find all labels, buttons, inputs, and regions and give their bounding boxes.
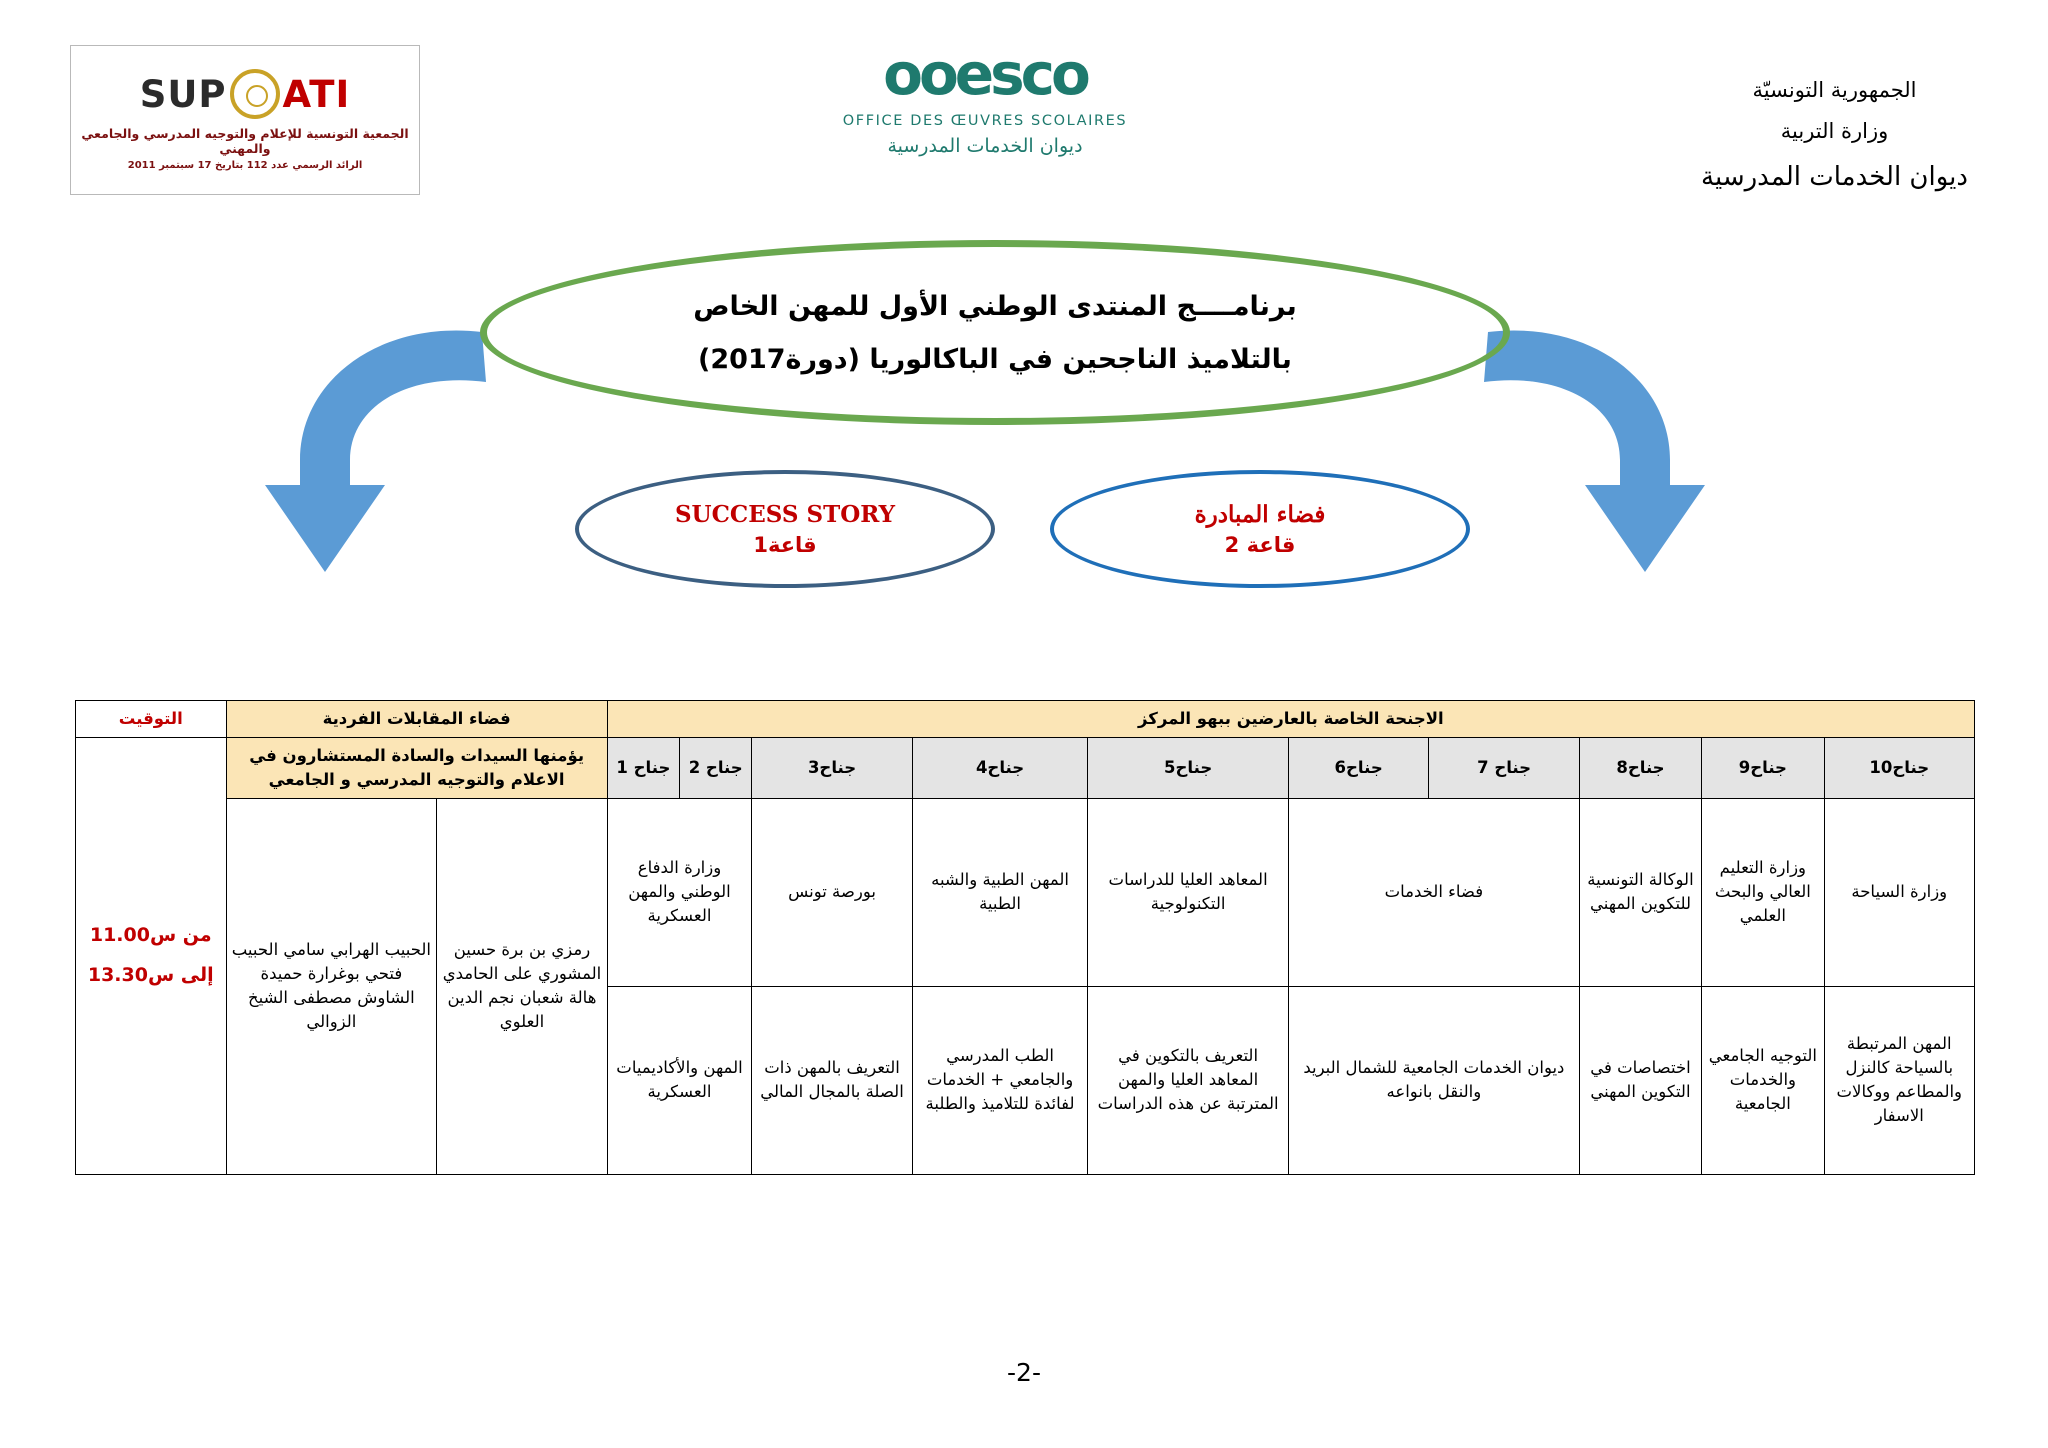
ministry-heading xyxy=(1701,70,1968,203)
arrow-left-icon xyxy=(260,310,490,580)
cell-interview-names-a: رمزي بن برة حسين المشوري على الحامدي هالة شعبان نجم الدين العلوي xyxy=(437,798,608,1174)
main-title-line2: بالتلاميذ الناجحين في الباكالوريا (دورة2017) xyxy=(698,343,1292,375)
success-story-room: قاعة1 xyxy=(753,533,817,557)
cell-wing10-bottom: المهن المرتبطة بالسياحة كالنزل والمطاعم ووكالات الاسفار xyxy=(1824,986,1974,1174)
wing-header-3: جناح3 xyxy=(752,737,912,798)
cell-wing4-top: المهن الطبية والشبه الطبية xyxy=(912,798,1088,986)
program-table-container xyxy=(75,700,1975,1175)
atiosup-name-dark: SUP xyxy=(139,72,227,116)
timing-header: التوقيت xyxy=(76,701,227,738)
wing-header-8: جناح8 xyxy=(1579,737,1701,798)
wing-header-1: جناح 1 xyxy=(607,737,679,798)
ring-logo-icon xyxy=(230,69,280,119)
cell-wing7-6-top: فضاء الخدمات xyxy=(1288,798,1579,986)
table-row xyxy=(76,798,1975,986)
wing-header-5: جناح5 xyxy=(1088,737,1289,798)
wing-header-6: جناح6 xyxy=(1288,737,1428,798)
cell-wing2-1-top: وزارة الدفاع الوطني والمهن العسكرية xyxy=(607,798,752,986)
ministry-line: وزارة التربية xyxy=(1780,118,1889,143)
ooesco-logo xyxy=(760,40,1210,157)
cell-wing2-1-bottom: المهن والأكاديميات العسكرية xyxy=(607,986,752,1174)
wing-header-2: جناح 2 xyxy=(680,737,752,798)
timing-value-cell xyxy=(76,737,227,1174)
cell-wing3-bottom: التعريف بالمهن ذات الصلة بالمجال المالي xyxy=(752,986,912,1174)
atiosup-name-red: ATI xyxy=(282,72,351,116)
cell-wing3-top: بورصة تونس xyxy=(752,798,912,986)
wing-header-4: جناح4 xyxy=(912,737,1088,798)
page-number: -2- xyxy=(1007,1358,1041,1387)
ooesco-mark-icon: ooesco xyxy=(883,40,1087,108)
initiative-space-room: قاعة 2 xyxy=(1224,533,1296,557)
initiative-space-oval xyxy=(1050,470,1470,588)
table-wings-header-row xyxy=(76,737,1975,798)
ooesco-name-ar: ديوان الخدمات المدرسية xyxy=(887,135,1083,157)
cell-wing8-top: الوكالة التونسية للتكوين المهني xyxy=(1579,798,1701,986)
main-title-line1: برنامــــج المنتدى الوطني الأول للمهن الخاص xyxy=(693,290,1297,322)
cell-wing7-6-bottom: ديوان الخدمات الجامعية للشمال البريد والنقل بانواعه xyxy=(1288,986,1579,1174)
success-story-oval xyxy=(575,470,995,588)
cell-wing9-bottom: التوجيه الجامعي والخدمات الجامعية xyxy=(1702,986,1824,1174)
cell-wing8-bottom: اختصاصات في التكوين المهني xyxy=(1579,986,1701,1174)
cell-interview-names-b: الحبيب الهرابي سامي الحبيب فتحي بوغرارة حميدة الشاوش مصطفى الشيخ الزوالي xyxy=(226,798,437,1174)
wing-header-7: جناح 7 xyxy=(1429,737,1579,798)
main-title-oval xyxy=(480,240,1510,425)
program-table xyxy=(75,700,1975,1175)
wing-header-9: جناح9 xyxy=(1702,737,1824,798)
band-interviews-title: فضاء المقابلات الفردية xyxy=(226,701,607,738)
title-zone xyxy=(0,230,2048,557)
band-wings-title: الاجنحة الخاصة بالعارضين ببهو المركز xyxy=(607,701,1974,738)
cell-wing5-bottom: التعريف بالتكوين في المعاهد العليا والمهن المترتبة عن هذه الدراسات xyxy=(1088,986,1289,1174)
cell-wing5-top: المعاهد العليا للدراسات التكنولوجية xyxy=(1088,798,1289,986)
cell-wing9-top: وزارة التعليم العالي والبحث العلمي xyxy=(1702,798,1824,986)
wing-header-10: جناح10 xyxy=(1824,737,1974,798)
office-line: ديوان الخدمات المدرسية xyxy=(1701,161,1968,192)
atiosup-legal-line: الرائد الرسمي عدد 112 بتاريخ 17 سبتمبر 2011 xyxy=(127,160,363,171)
page-header xyxy=(0,0,2048,230)
interviews-note: يؤمنها السيدات والسادة المستشارون في الاعلام والتوجيه المدرسي و الجامعي xyxy=(226,737,607,798)
table-band-row xyxy=(76,701,1975,738)
timing-value: من س11.00 إلى س13.30 xyxy=(87,923,214,986)
ooesco-name-fr: OFFICE DES ŒUVRES SCOLAIRES xyxy=(842,113,1128,129)
cell-wing10-top: وزارة السياحة xyxy=(1824,798,1974,986)
arrow-right-icon xyxy=(1480,310,1710,580)
success-story-label: SUCCESS STORY xyxy=(674,501,896,528)
initiative-space-label: فضاء المبادرة xyxy=(1194,501,1326,528)
cell-wing4-bottom: الطب المدرسي والجامعي + الخدمات لفائدة للتلاميذ والطلبة xyxy=(912,986,1088,1174)
atiosup-subtitle: الجمعية التونسية للإعلام والتوجيه المدرسي والجامعي والمهني xyxy=(81,126,409,156)
republic-line: الجمهورية التونسيّة xyxy=(1752,78,1917,102)
atiosup-logo xyxy=(70,45,420,195)
atiosup-wordmark xyxy=(140,69,351,119)
